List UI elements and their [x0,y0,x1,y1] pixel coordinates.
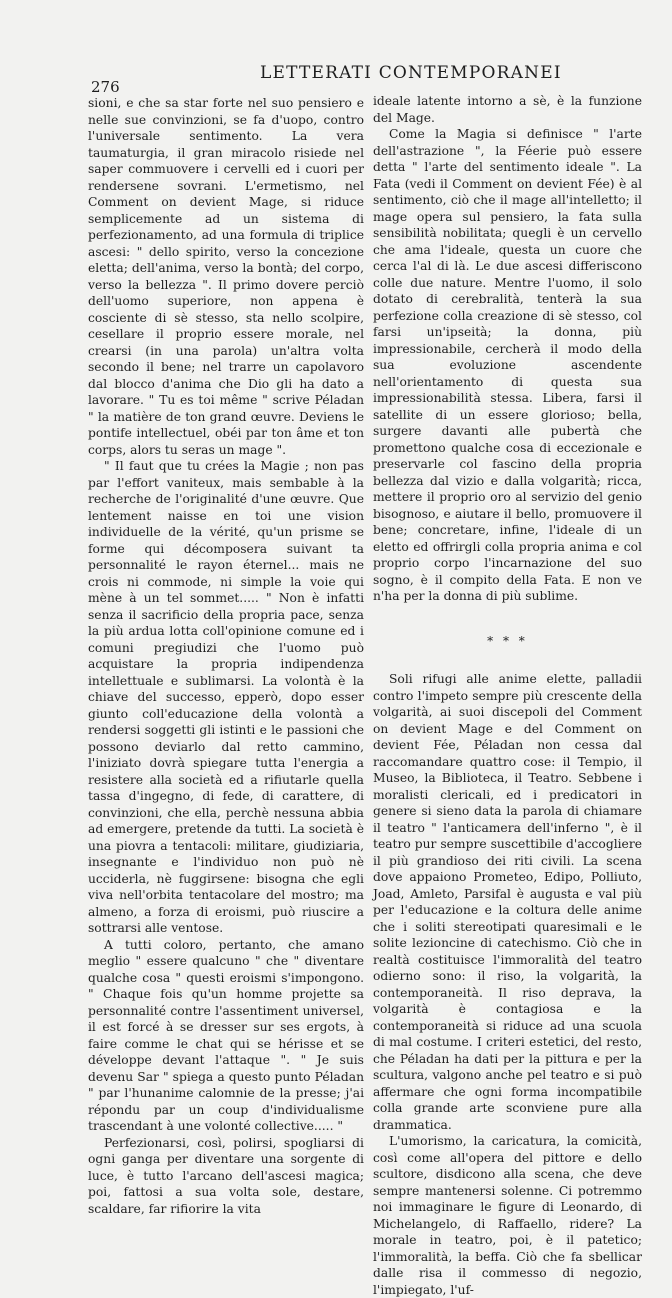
paragraph: " Il faut que tu crées la Magie ; non pas par l'effort vaniteux, mais sembable à la recherche de l'originalité d'une œuvre. Que lentement naisse en toi une vision individuelle de la vérité, qu'un prisme se forme qui décomposera suivant ta personnalité le rayon éternel... mais ne crois ni commode, ni simple la voie qui mène à un tel sommet..... " Non è infatti senza il sacrificio della propria pace, senza la più ardua lotta coll'opinione comune ed i comuni pregiudizi che l'uomo può acquistare la propria indipendenza intellettuale e sublimarsi. La volontà è la chiave del successo, epperò, dopo esser giunto coll'educazione della volontà a rendersi soggetti gli istinti e le passioni che possono deviarlo dal retto cammino, l'iniziato dovrà spiegare tutta l'energia a resistere alla società ed a rifiutarle quella tassa d'ingegno, di fede, di carattere, di convinzioni, che ella, perchè nessuna abbia ad emergere, pretende da tutti. La società è una piovra a tentacoli: militare, giudiziaria, insegnante e l'individuo non può nè ucciderla, nè fuggirsene: bisogna che egli viva nell'orbita tentacolare del mostro; ma almeno, a forza di eroismi, può riuscire a sottrarsi alle ventose. [88,459,364,935]
right-column [373,95,642,1298]
paragraph: Come la Magia si definisce " l'arte dell'astrazione ", la Féerie può essere detta " l'arte del sentimento ideale ". La Fata (vedi il Comment on devient Fée) è al sentimento, ciò che il mage all'intelletto; il mage opera sul pensiero, la fata sulla sensibilità nobilitata; quegli è un cervello che ama l'ideale, questa un cuore che cerca l'al di là. Le due ascesi differiscono colle due nature. Mentre l'uomo, il solo dotato di cerebralità, tenterà la sua perfezione colla creazione di sè stesso, col farsi un'ipseità; la donna, più impressionabile, cercherà il modo della sua evoluzione ascendente nell'orientamento di questa sua impressionabilità stessa. Libera, farsi il satellite di un essere glorioso; bella, surgere davanti alle pubertà che promettono qualche cosa di eccezionale e preservarle col fascino della propria bellezza dal vizio e dalla volgarità; ricca, mettere il proprio oro al servizio del genio bisognoso, e aiutare il bello, promuovere il bene; concretare, infine, l'ideale di un eletto ed offrirgli colla propria anima e col proprio corpo l'incarnazione del suo sogno, è il compito della Fata. E non ve n'ha per la donna di più sublime. [373,127,642,603]
page-number: 276 [91,78,120,96]
paragraph: A tutti coloro, pertanto, che amano meglio " essere qualcuno " che " diventare qualche cosa " questi eroismi s'impongono. " Chaque fois qu'un homme projette sa personnalité contre l'assentiment universel, il est forcé à se dresser sur ses ergots, à faire comme le chat qui se hérisse et se développe devant l'attaque ". " Je suis devenu Sar " spiega a questo punto Péladan " par l'hunanime calomnie de la presse; j'ai répondu par un coup d'individualisme trascendant à une volonté collective..... " [88,937,364,1133]
paragraph: L'umorismo, la caricatura, la comicità, così come all'opera del pittore e dello scultore, disdicono alla scena, che deve sempre mantenersi solenne. Ci potremmo noi immaginare le figure di Leonardo, di Michelangelo, di Raffaello, ridere? La morale in teatro, poi, è il patetico; l'immoralità, la beffa. Ciò che fa sbellicar dalle risa il commesso di negozio, l'impiegato, l'uf- [373,1134,642,1297]
paragraph: ideale latente intorno a sè, è la funzione del Mage. [373,94,642,125]
left-column [88,95,364,1217]
paragraph: sioni, e che sa star forte nel suo pensiero e nelle sue convinzioni, se fa d'uopo, contro l'universale sentimento. La vera taumaturgia, il gran miracolo risiede nel saper commuovere i cervelli ed i cuori per rendersene sovrani. L'ermetismo, nel Comment on devient Mage, si riduce semplicemente ad un sistema di perfezionamento, ad una formula di triplice ascesi: " dello spirito, verso la concezione eletta; dell'anima, verso la bontà; del corpo, verso la bellezza ". Il primo dovere perciò dell'uomo superiore, non appena è cosciente di sè stesso, sta nello scolpire, cesellare il proprio essere morale, nel crearsi (in una parola) un'altra volta secondo il bene; nel trarre un capolavoro dal blocco d'anima che Dio gli ha dato a lavorare. " Tu es toi même " scrive Péladan " la matière de ton grand œuvre. Deviens le pontife intellectuel, obéi par ton âme et ton corps, alors tu seras un mage ". [88,96,364,457]
running-head: LETTERATI CONTEMPORANEI [260,63,562,83]
paragraph: Soli rifugi alle anime elette, palladii contro l'impeto sempre più crescente della volgarità, ai suoi discepoli del Comment on devient Mage e del Comment on devient Fée, Péladan non cessa dal raccomandare quattro cose: il Tempio, il Museo, la Biblioteca, il Teatro. Sebbene i moralisti clericali, ed i predicatori in genere si sieno data la parola di chiamare il teatro " l'anticamera dell'inferno ", è il teatro pur sempre suscettibile d'accogliere il più grandioso dei riti civili. La scena dove appaiono Prometeo, Edipo, Polliuto, Joad, Amleto, Parsifal è augusta e val più per l'educazione e la coltura delle anime che i soliti stereotipati quaresimali e le solite lezioncine di catechismo. Ciò che in realtà costituisce l'immoralità del teatro odierno sono: il riso, la volgarità, la contemporaneità. Il riso deprava, la volgarità è contagiosa e la contemporaneità si riduce ad una scuola di mal costume. I criteri estetici, del resto, che Péladan ha dati per la pittura e per la scultura, valgono anche pel teatro e si può affermare che ogni forma incompatibile colla grande arte sconviene pure alla drammatica. [373,672,642,1132]
paragraph: Perfezionarsi, così, polirsi, spogliarsi di ogni ganga per diventare una sorgente di luce, è tutto l'arcano dell'ascesi magica; poi, fattosi a sua volta sole, destare, scaldare, far rifiorire la vita [88,1135,364,1216]
section-break: * * * [487,633,528,648]
